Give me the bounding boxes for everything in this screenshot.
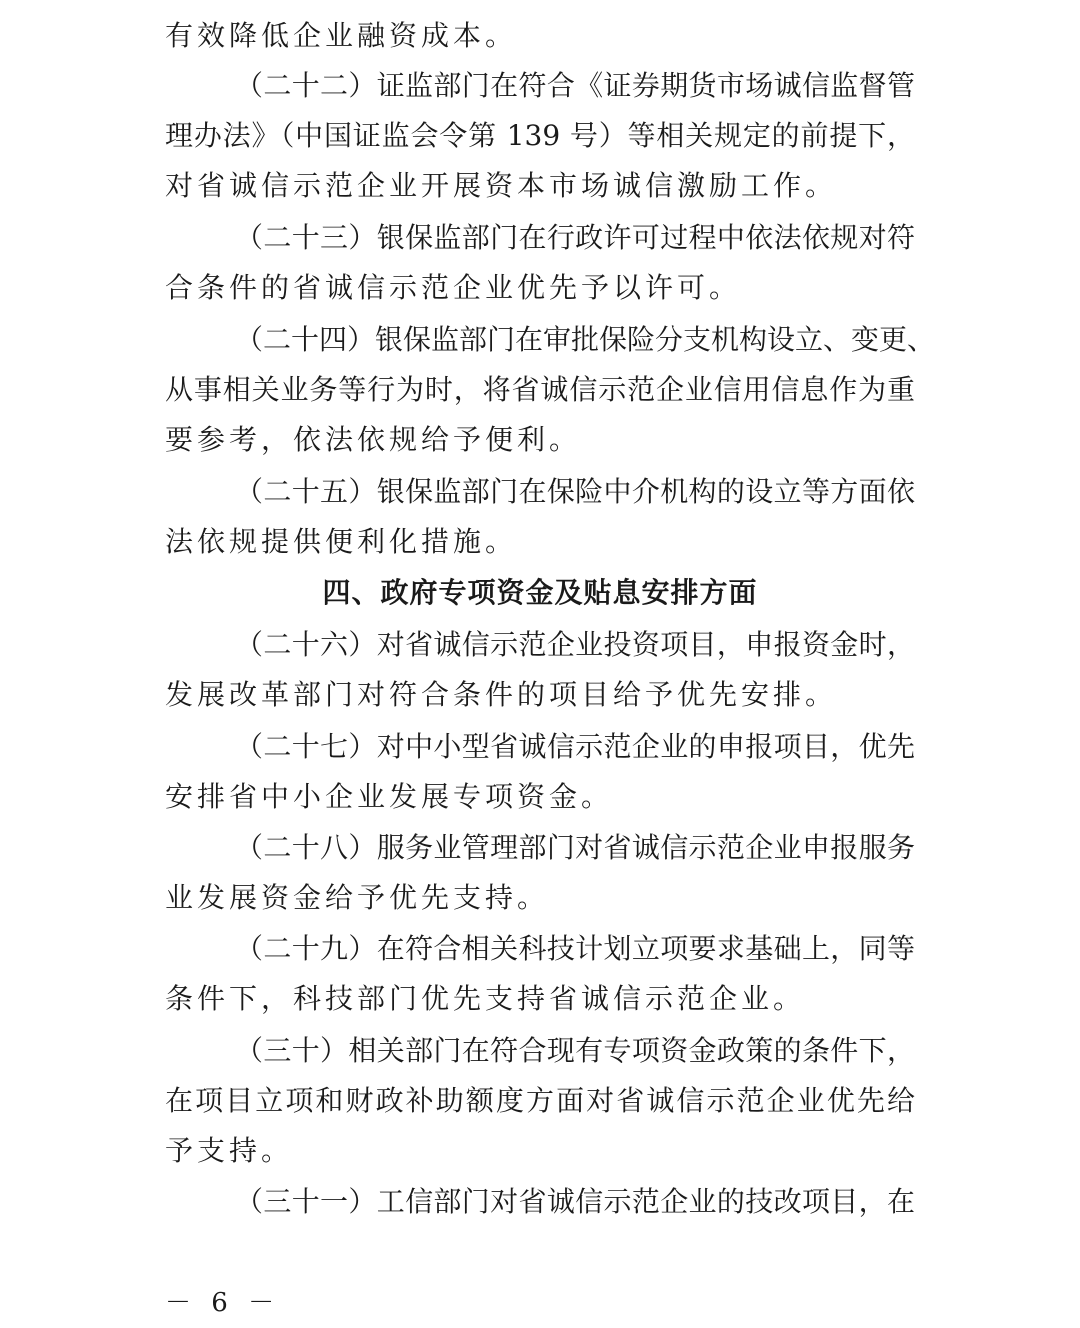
text-line: 安排省中小企业发展专项资金。 (165, 780, 614, 813)
section-heading: 四、政府专项资金及贴息安排方面 (322, 576, 758, 609)
text-line: 发展改革部门对符合条件的项目给予优先安排。 (165, 678, 838, 711)
text-line: 对省诚信示范企业开展资本市场诚信激励工作。 (165, 169, 838, 202)
text-line: （三十）相关部门在符合现有专项资金政策的条件下， (235, 1034, 915, 1067)
text-line: （二十九）在符合相关科技计划立项要求基础上，同等 (235, 932, 915, 965)
text-line: 予支持。 (165, 1134, 294, 1167)
text-line: 从事相关业务等行为时，将省诚信示范企业信用信息作为重 (165, 373, 915, 406)
text-line: （二十三）银保监部门在行政许可过程中依法依规对符 (235, 221, 915, 254)
text-line: （二十四）银保监部门在审批保险分支机构设立、变更、 (235, 323, 936, 356)
text-line: 法依规提供便利化措施。 (165, 525, 518, 558)
text-line: （二十八）服务业管理部门对省诚信示范企业申报服务 (235, 831, 915, 864)
text-line: 要参考，依法依规给予便利。 (165, 423, 582, 456)
text-line: 业发展资金给予优先支持。 (165, 881, 550, 914)
text-line: 在项目立项和财政补助额度方面对省诚信示范企业优先给 (165, 1084, 915, 1117)
text-line: （二十七）对中小型省诚信示范企业的申报项目，优先 (235, 730, 915, 763)
text-line: （二十五）银保监部门在保险中介机构的设立等方面依 (235, 475, 915, 508)
text-line: 合条件的省诚信示范企业优先予以许可。 (165, 271, 742, 304)
text-line: （三十一）工信部门对省诚信示范企业的技改项目，在 (235, 1185, 915, 1218)
text-line: （二十六）对省诚信示范企业投资项目，申报资金时， (235, 628, 915, 661)
text-line: 有效降低企业融资成本。 (165, 19, 518, 52)
text-line: 条件下，科技部门优先支持省诚信示范企业。 (165, 982, 806, 1015)
page-number: － 6 － (165, 1288, 281, 1318)
text-line: 理办法》（中国证监会令第 139 号）等相关规定的前提下， (165, 119, 915, 152)
text-line: （二十二）证监部门在符合《证券期货市场诚信监督管 (235, 69, 915, 102)
